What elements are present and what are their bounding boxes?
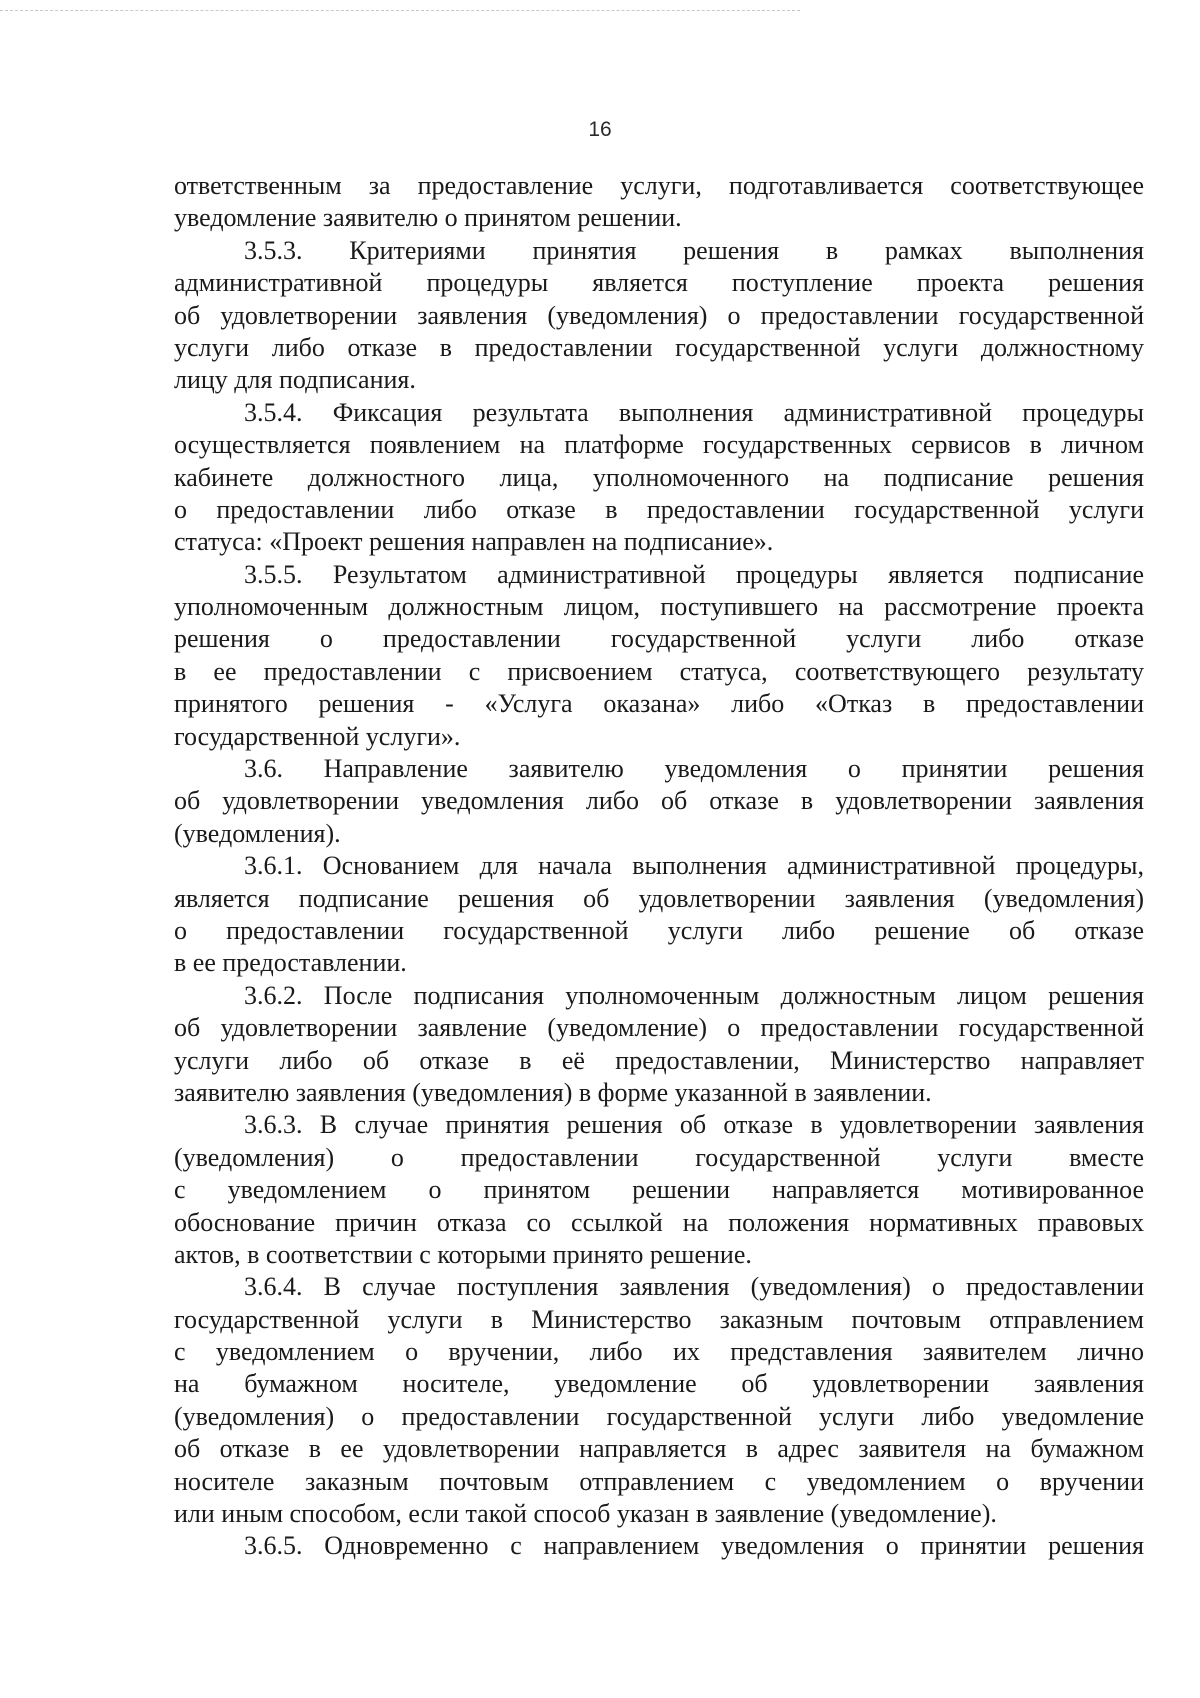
text-line: с уведомлением о вручении, либо их представления заявителем лично [174,1337,1144,1367]
text-line: государственной услуги». [174,721,461,751]
text-line: ответственным за предоставление услуги, подготавливается соответствующее [174,171,1144,200]
paragraph-start-3-6-1: 3.6.1. Основанием для начала выполнения административной процедуры, [244,851,1144,881]
text-line: уведомление заявителю о принятом решении. [174,203,682,233]
paragraph-start-3-6-2: 3.6.2. После подписания уполномоченным должностным лицом решения [244,980,1144,1010]
text-line: кабинете должностного лица, уполномоченного на подписание решения [174,462,1144,492]
text-line: об удовлетворении уведомления либо об отказе в удовлетворении заявления [174,786,1144,816]
text-line: о предоставлении либо отказе в предоставлении государственной услуги [174,494,1144,524]
paragraph-start-3-6-4: 3.6.4. В случае поступления заявления (уведомления) о предоставлении [244,1272,1144,1302]
text-line: услуги либо отказе в предоставлении государственной услуги должностному [174,332,1144,362]
document-body [174,170,1144,1563]
text-line: об удовлетворении заявление (уведомление) о предоставлении государственной [174,1013,1144,1043]
text-line: носителе заказным почтовым отправлением с уведомлением о вручении [174,1466,1144,1496]
text-line: государственной услуги в Министерство заказным почтовым отправлением [174,1304,1144,1334]
page-number: 16 [588,118,612,141]
text-line: о предоставлении государственной услуги либо решение об отказе [174,915,1144,945]
text-line: принятого решения - «Услуга оказана» либо «Отказ в предоставлении [174,689,1144,719]
text-line: лицу для подписания. [174,365,416,395]
text-line: (уведомления) о предоставлении государственной услуги либо уведомление [174,1401,1144,1431]
text-line: об отказе в ее удовлетворении направляется в адрес заявителя на бумажном [174,1434,1144,1464]
text-line: осуществляется появлением на платформе государственных сервисов в личном [174,430,1144,460]
text-line: обоснование причин отказа со ссылкой на положения нормативных правовых [174,1207,1144,1237]
text-line: заявителю заявления (уведомления) в форме указанной в заявлении. [174,1077,932,1107]
text-line: является подписание решения об удовлетворении заявления (уведомления) [174,883,1144,913]
text-line: или иным способом, если такой способ указан в заявление (уведомление). [174,1499,997,1529]
text-line: актов, в соответствии с которыми принято решение. [174,1239,752,1269]
paragraph-start-3-6-5: 3.6.5. Одновременно с направлением уведомления о принятии решения [244,1531,1144,1561]
text-line: статуса: «Проект решения направлен на подписание». [174,527,774,557]
text-line: (уведомления) о предоставлении государственной услуги вместе [174,1142,1144,1172]
text-line: в ее предоставлении. [174,948,407,978]
text-line: административной процедуры является поступление проекта решения [174,268,1144,298]
text-line: решения о предоставлении государственной услуги либо отказе [174,624,1144,654]
text-line: уполномоченным должностным лицом, поступившего на рассмотрение проекта [174,592,1144,622]
paragraph-start-3-5-3: 3.5.3. Критериями принятия решения в рамках выполнения [244,235,1144,265]
scan-edge-artifact [0,10,800,12]
paragraph-start-3-5-5: 3.5.5. Результатом административной процедуры является подписание [244,559,1144,589]
text-line: об удовлетворении заявления (уведомления) о предоставлении государственной [174,300,1144,330]
text-line: (уведомления). [174,818,341,848]
text-line: услуги либо об отказе в её предоставлении, Министерство направляет [174,1045,1144,1075]
paragraph-start-3-6-3: 3.6.3. В случае принятия решения об отказе в удовлетворении заявления [244,1110,1144,1140]
paragraph-start-3-5-4: 3.5.4. Фиксация результата выполнения административной процедуры [244,397,1144,427]
text-line: в ее предоставлении с присвоением статуса, соответствующего результату [174,656,1144,686]
paragraph-start-3-6: 3.6. Направление заявителю уведомления о принятии решения [244,754,1144,784]
text-line: на бумажном носителе, уведомление об удовлетворении заявления [174,1369,1144,1399]
text-line: с уведомлением о принятом решении направляется мотивированное [174,1175,1144,1205]
